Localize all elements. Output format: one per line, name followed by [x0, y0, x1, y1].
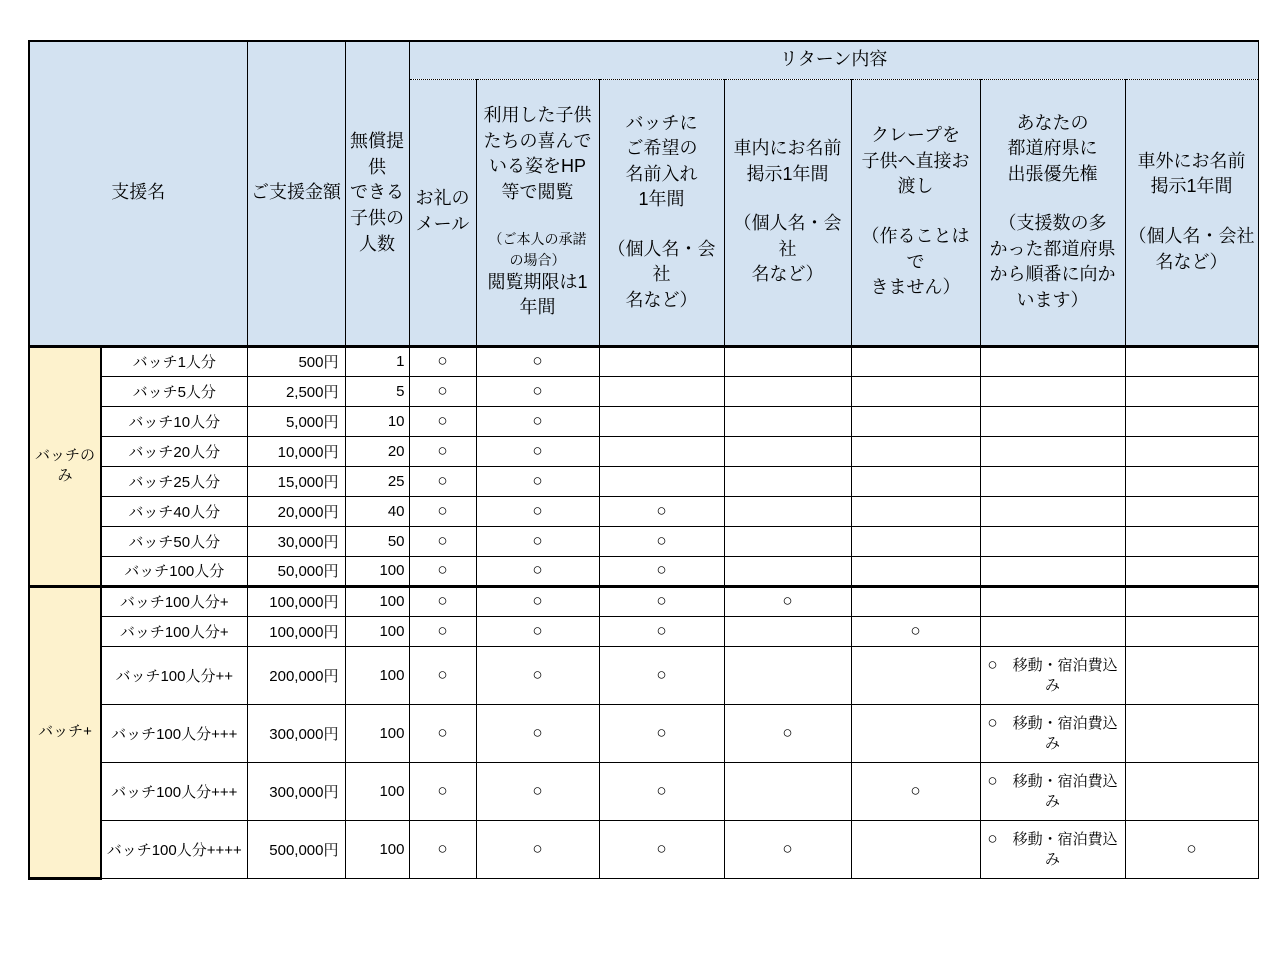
return-mark-cell: ○ [724, 586, 851, 616]
amount-cell: 300,000円 [247, 704, 345, 762]
return-mark-cell: ○ [409, 466, 476, 496]
return-mark-cell [724, 346, 851, 376]
support-name-cell: バッチ20人分 [101, 436, 247, 466]
children-cell: 40 [345, 496, 409, 526]
header-thanks-mail [409, 79, 476, 346]
support-name-cell: バッチ100人分 [101, 556, 247, 586]
amount-cell: 5,000円 [247, 406, 345, 436]
support-name-cell: バッチ100人分+++ [101, 704, 247, 762]
return-mark-cell [851, 466, 980, 496]
return-mark-cell: ○ 移動・宿泊費込み [980, 704, 1125, 762]
return-mark-cell: ○ [476, 436, 599, 466]
support-name-cell: バッチ100人分+++ [101, 762, 247, 820]
table-row [29, 704, 1258, 762]
header-badge-name [599, 79, 724, 346]
header-row-top [29, 41, 1258, 79]
amount-cell: 500円 [247, 346, 345, 376]
support-name-cell: バッチ100人分+ [101, 586, 247, 616]
return-mark-cell [980, 406, 1125, 436]
return-mark-cell [851, 820, 980, 878]
table-row [29, 406, 1258, 436]
return-mark-cell [724, 556, 851, 586]
return-mark-cell [851, 496, 980, 526]
header-hp-viewing-note-period: 閲覧期限は1 年間 [487, 271, 588, 318]
header-return-title: リターン内容 [409, 41, 1258, 79]
amount-cell: 50,000円 [247, 556, 345, 586]
return-mark-cell [851, 346, 980, 376]
return-mark-cell [599, 376, 724, 406]
children-cell: 100 [345, 762, 409, 820]
support-name-cell: バッチ100人分++++ [101, 820, 247, 878]
return-mark-cell [1125, 466, 1258, 496]
circle-mark: ○ [987, 829, 998, 849]
return-mark-cell [724, 466, 851, 496]
amount-cell: 300,000円 [247, 762, 345, 820]
support-name-cell: バッチ100人分++ [101, 646, 247, 704]
return-mark-cell: ○ [599, 556, 724, 586]
return-mark-cell: ○ [476, 556, 599, 586]
return-mark-cell: ○ [409, 556, 476, 586]
return-mark-cell [1125, 496, 1258, 526]
children-cell: 5 [345, 376, 409, 406]
return-mark-cell [980, 496, 1125, 526]
return-mark-cell: ○ [409, 820, 476, 878]
header-car-exterior-name-text: 車外にお名前 掲示1年間 [1137, 150, 1246, 197]
return-mark-cell [980, 586, 1125, 616]
amount-cell: 15,000円 [247, 466, 345, 496]
return-mark-cell [724, 436, 851, 466]
return-mark-cell: ○ [409, 406, 476, 436]
return-mark-cell [1125, 646, 1258, 704]
table-row [29, 436, 1258, 466]
return-mark-cell: ○ [599, 616, 724, 646]
table-row [29, 346, 1258, 376]
table-row [29, 820, 1258, 878]
return-mark-cell: ○ [409, 762, 476, 820]
return-mark-cell: ○ [724, 704, 851, 762]
return-mark-cell: ○ [409, 376, 476, 406]
return-mark-cell: ○ 移動・宿泊費込み [980, 820, 1125, 878]
circle-mark: ○ [987, 655, 998, 675]
return-mark-cell: ○ [599, 762, 724, 820]
header-car-interior-name-note: （個人名・会社 名など） [733, 213, 842, 285]
header-crepe-handout-note: （作ることはで きません） [861, 226, 970, 298]
return-mark-cell [851, 526, 980, 556]
circle-mark: ○ [987, 771, 998, 791]
return-mark-cell [1125, 376, 1258, 406]
amount-cell: 2,500円 [247, 376, 345, 406]
return-mark-cell [724, 406, 851, 436]
return-mark-cell [724, 526, 851, 556]
header-prefecture-priority-note: （支援数の多 かった都道府県 から順番に向か います） [989, 213, 1116, 310]
children-cell: 100 [345, 616, 409, 646]
amount-cell: 10,000円 [247, 436, 345, 466]
return-mark-cell [980, 346, 1125, 376]
return-mark-cell: ○ [409, 526, 476, 556]
return-mark-cell: ○ [476, 526, 599, 556]
return-mark-cell: ○ [599, 586, 724, 616]
table-body [29, 346, 1258, 878]
header-free-children: 無償提供 できる 子供の 人数 [345, 41, 409, 346]
circle-mark: ○ [987, 713, 998, 733]
return-mark-cell: ○ [851, 616, 980, 646]
support-name-cell: バッチ40人分 [101, 496, 247, 526]
header-hp-viewing-text: 利用した子供 たちの喜んで いる姿をHP 等で閲覧 [483, 105, 592, 202]
return-mark-cell [1125, 704, 1258, 762]
return-mark-cell [980, 616, 1125, 646]
return-mark-cell [1125, 526, 1258, 556]
return-mark-cell [980, 466, 1125, 496]
return-mark-cell: ○ [599, 704, 724, 762]
children-cell: 50 [345, 526, 409, 556]
return-mark-cell [1125, 406, 1258, 436]
return-mark-cell [1125, 762, 1258, 820]
support-name-cell: バッチ100人分+ [101, 616, 247, 646]
return-mark-cell: ○ [476, 646, 599, 704]
return-mark-cell: ○ [599, 496, 724, 526]
table-row [29, 556, 1258, 586]
return-mark-cell: ○ [476, 762, 599, 820]
return-mark-cell [599, 436, 724, 466]
return-mark-cell [851, 406, 980, 436]
return-mark-cell [724, 616, 851, 646]
return-mark-cell [851, 586, 980, 616]
return-mark-cell: ○ [476, 616, 599, 646]
return-mark-cell [1125, 556, 1258, 586]
return-mark-cell: ○ [409, 646, 476, 704]
children-cell: 100 [345, 646, 409, 704]
return-mark-cell: ○ [409, 496, 476, 526]
header-car-exterior-name-note: （個人名・会社 名など） [1128, 226, 1255, 272]
header-car-exterior-name [1125, 79, 1258, 346]
header-hp-viewing-note-consent: （ご本人の承諾 の場合） [488, 231, 587, 268]
return-mark-cell: ○ [724, 820, 851, 878]
return-mark-cell [724, 376, 851, 406]
return-mark-cell [851, 646, 980, 704]
table-row [29, 496, 1258, 526]
return-mark-cell: ○ [476, 466, 599, 496]
return-mark-cell [599, 406, 724, 436]
return-mark-cell [724, 646, 851, 704]
support-name-cell: バッチ25人分 [101, 466, 247, 496]
return-mark-cell [980, 556, 1125, 586]
children-cell: 100 [345, 586, 409, 616]
return-mark-cell [851, 376, 980, 406]
header-car-interior-name-text: 車内にお名前 掲示1年間 [733, 138, 842, 184]
return-mark-cell: ○ [476, 496, 599, 526]
return-mark-cell [851, 436, 980, 466]
children-cell: 1 [345, 346, 409, 376]
return-mark-cell: ○ [476, 406, 599, 436]
amount-cell: 20,000円 [247, 496, 345, 526]
header-prefecture-priority-text: あなたの 都道府県に 出張優先権 [1007, 112, 1098, 184]
header-hp-viewing [476, 79, 599, 346]
header-crepe-handout [851, 79, 980, 346]
return-mark-cell: ○ [409, 616, 476, 646]
group-label: バッチのみ [29, 346, 101, 586]
table-row [29, 526, 1258, 556]
amount-cell: 100,000円 [247, 616, 345, 646]
header-prefecture-priority [980, 79, 1125, 346]
children-cell: 10 [345, 406, 409, 436]
support-returns-table [28, 40, 1259, 880]
header-badge-name-note: （個人名・会社 名など） [607, 238, 716, 310]
return-mark-cell [980, 376, 1125, 406]
return-mark-cell: ○ [409, 346, 476, 376]
support-name-cell: バッチ10人分 [101, 406, 247, 436]
return-mark-cell [1125, 616, 1258, 646]
header-crepe-handout-text: クレープを 子供へ直接お 渡し [861, 125, 970, 197]
return-mark-cell: ○ [1125, 820, 1258, 878]
table-row [29, 762, 1258, 820]
return-mark-cell: ○ [851, 762, 980, 820]
header-thanks-mail-text: お礼の メール [415, 188, 470, 234]
return-mark-cell [599, 466, 724, 496]
table-row [29, 466, 1258, 496]
amount-cell: 500,000円 [247, 820, 345, 878]
return-mark-cell: ○ [476, 376, 599, 406]
header-car-interior-name [724, 79, 851, 346]
return-mark-cell: ○ [599, 646, 724, 704]
return-mark-cell: ○ [409, 436, 476, 466]
return-mark-cell [980, 436, 1125, 466]
header-support-amount: ご支援金額 [247, 41, 345, 346]
amount-cell: 100,000円 [247, 586, 345, 616]
group-label: バッチ+ [29, 586, 101, 878]
return-mark-cell: ○ [476, 704, 599, 762]
return-mark-cell: ○ [599, 820, 724, 878]
return-mark-cell: ○ 移動・宿泊費込み [980, 646, 1125, 704]
return-mark-cell [1125, 586, 1258, 616]
return-mark-cell [599, 346, 724, 376]
return-mark-cell: ○ [409, 704, 476, 762]
children-cell: 100 [345, 556, 409, 586]
return-mark-cell [1125, 436, 1258, 466]
table-row [29, 376, 1258, 406]
table-row [29, 616, 1258, 646]
amount-cell: 30,000円 [247, 526, 345, 556]
return-mark-cell [724, 496, 851, 526]
support-name-cell: バッチ1人分 [101, 346, 247, 376]
support-name-cell: バッチ5人分 [101, 376, 247, 406]
support-plan-sheet [28, 40, 1259, 880]
return-mark-cell [851, 556, 980, 586]
return-mark-cell: ○ [409, 586, 476, 616]
return-mark-cell [724, 762, 851, 820]
amount-cell: 200,000円 [247, 646, 345, 704]
support-name-cell: バッチ50人分 [101, 526, 247, 556]
return-mark-cell: ○ [599, 526, 724, 556]
return-mark-cell: ○ [476, 346, 599, 376]
return-mark-cell: ○ [476, 586, 599, 616]
return-mark-cell: ○ [476, 820, 599, 878]
return-mark-cell: ○ 移動・宿泊費込み [980, 762, 1125, 820]
children-cell: 100 [345, 820, 409, 878]
children-cell: 100 [345, 704, 409, 762]
table-row [29, 646, 1258, 704]
return-mark-cell [851, 704, 980, 762]
children-cell: 25 [345, 466, 409, 496]
table-row [29, 586, 1258, 616]
children-cell: 20 [345, 436, 409, 466]
return-mark-cell [980, 526, 1125, 556]
return-mark-cell [1125, 346, 1258, 376]
header-badge-name-text: バッチに ご希望の 名前入れ 1年間 [625, 112, 698, 210]
header-support-name: 支援名 [29, 41, 247, 346]
